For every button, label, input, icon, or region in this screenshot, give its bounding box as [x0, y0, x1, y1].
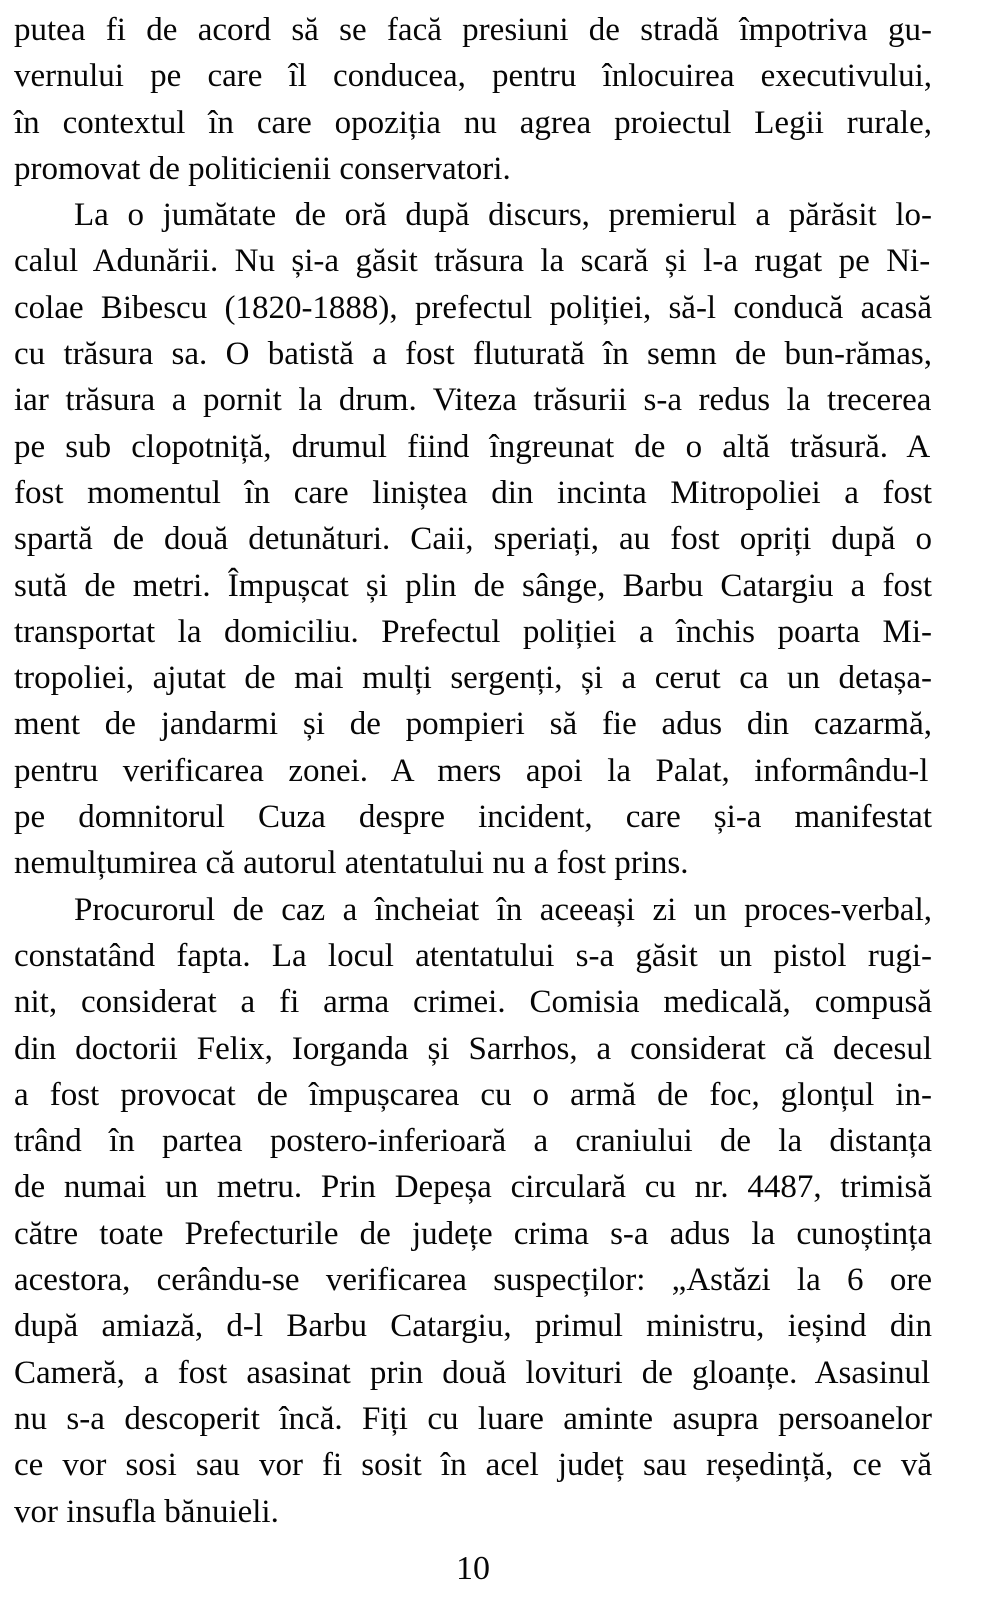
text-line: La o jumătate de oră după discurs, premierul a părăsit lo- — [74, 197, 932, 234]
text-line: colae Bibescu (1820-1888), prefectul poliției, să-l conducă acasă — [14, 289, 932, 326]
text-line: Cameră, a fost asasinat prin două lovituri de gloanțe. Asasinul — [14, 1354, 931, 1391]
text-line: spartă de două detunături. Caii, speriați, au fost opriți după o — [14, 521, 932, 558]
text-line: fost momentul în care liniștea din incinta Mitropoliei a fost — [14, 474, 932, 511]
text-line: tropoliei, ajutat de mai mulți sergenți, și a cerut ca un detașa- — [14, 660, 932, 697]
text-line: vernului pe care îl conducea, pentru înlocuirea executivului, — [14, 58, 932, 95]
text-line: către toate Prefecturile de județe crima s-a adus la cunoștința — [14, 1215, 932, 1252]
text-line: Procurorul de caz a încheiat în aceeași zi un proces-verbal, — [74, 891, 932, 928]
text-line: nemulțumirea că autorul atentatului nu a fost prins. — [14, 845, 689, 882]
text-line: de numai un metru. Prin Depeșa circulară cu nr. 4487, trimisă — [14, 1169, 932, 1206]
text-line: calul Adunării. Nu și-a găsit trăsura la scară și l-a rugat pe Ni- — [14, 243, 931, 280]
text-line: constatând fapta. La locul atentatului s-a găsit un pistol rugi- — [14, 937, 932, 974]
text-line: iar trăsura a pornit la drum. Viteza trăsurii s-a redus la trecerea — [14, 382, 932, 419]
text-line: în contextul în care opoziția nu agrea proiectul Legii rurale, — [14, 104, 932, 141]
text-line: nu s-a descoperit încă. Fiți cu luare aminte asupra persoanelor — [14, 1400, 932, 1437]
text-line: trând în partea postero-inferioară a craniului de la distanța — [14, 1123, 932, 1160]
text-line: cu trăsura sa. O batistă a fost fluturată în semn de bun-rămas, — [14, 336, 932, 373]
page-number: 10 — [456, 1550, 490, 1587]
text-line: pe domnitorul Cuza despre incident, care și-a manifestat — [14, 799, 932, 836]
text-line: acestora, cerându-se verificarea suspecților: „Astăzi la 6 ore — [14, 1262, 932, 1299]
text-line: a fost provocat de împușcarea cu o armă de foc, glonțul in- — [14, 1076, 932, 1113]
text-line: pe sub clopotniță, drumul fiind îngreunat de o altă trăsură. A — [14, 428, 931, 465]
text-line: ment de jandarmi și de pompieri să fie adus din cazarmă, — [14, 706, 932, 743]
text-line: vor insufla bănuieli. — [14, 1493, 279, 1530]
text-line: transportat la domiciliu. Prefectul poliției a închis poarta Mi- — [14, 613, 932, 650]
text-line: ce vor sosi sau vor fi sosit în acel județ sau reședință, ce vă — [14, 1447, 932, 1484]
text-line: promovat de politicienii conservatori. — [14, 150, 511, 187]
text-line: sută de metri. Împușcat și plin de sânge, Barbu Catargiu a fost — [14, 567, 932, 604]
text-line: după amiază, d-l Barbu Catargiu, primul ministru, ieșind din — [14, 1308, 932, 1345]
text-line: putea fi de acord să se facă presiuni de stradă împotriva gu- — [14, 12, 932, 48]
text-line: nit, considerat a fi arma crimei. Comisia medicală, compusă — [14, 984, 932, 1021]
text-line: pentru verificarea zonei. A mers apoi la Palat, informându-l — [14, 752, 929, 789]
text-line: din doctorii Felix, Iorganda și Sarrhos, a considerat că decesul — [14, 1030, 932, 1067]
page-text — [14, 7, 932, 1535]
